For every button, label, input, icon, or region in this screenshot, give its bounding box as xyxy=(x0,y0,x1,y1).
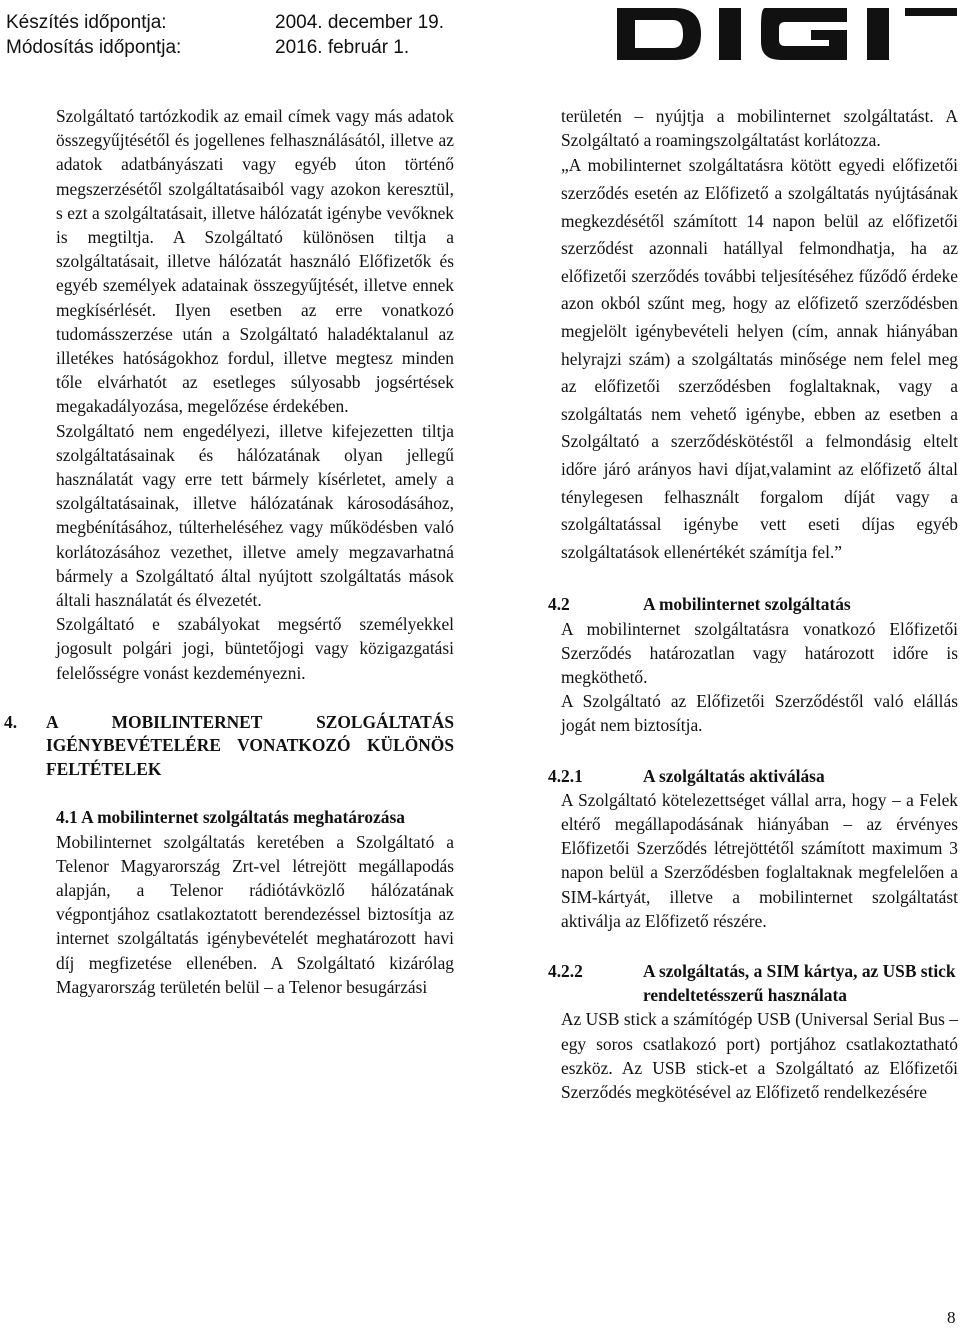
document-header xyxy=(0,0,960,70)
paragraph: Szolgáltató e szabályokat megsértő személyekkel jogosult polgári jogi, büntetőjogi vagy közigazgatási felelősségre vonást kezdeményezni. xyxy=(56,614,454,683)
right-column xyxy=(548,104,958,1104)
section-number: 4.2 xyxy=(548,594,570,615)
paragraph: Szolgáltató tartózkodik az email címek vagy más adatok összegyűjtésétől és jogellenes felhasználásától, illetve az adatok adatbányászati vagy egyéb úton történő megszerzésétől szolgáltatásaiból vagy azokon keresztül, s ezt a szolgáltatásait, illetve hálózatát igénybe vevőknek is megtiltja. A Szolgáltató különösen tiltja a szolgáltatásait, illetve hálózatát használó Előfizetők és egyéb személyek adatainak összegyűjtését, illetve ennek megkísérlését. Ilyen esetben az erre vonatkozó tudomásszerzése után a Szolgáltató haladéktalanul az illetékes hatóságokhoz fordul, illetve megtesz minden tőle elvárhatót az esetleges súlyosabb jogsértések megakadályozása, megelőzése érdekében. xyxy=(56,106,454,417)
digi-logo xyxy=(615,6,960,62)
section-title: A szolgáltatás, a SIM kártya, az USB stick rendeltetésszerű használata xyxy=(643,960,956,1006)
paragraph: A mobilinternet szolgáltatásra vonatkozó Előfizetői Szerződés határozatlan vagy határozott időre is megköthető. xyxy=(561,618,958,687)
paragraph: Az USB stick a számítógép USB (Universal Serial Bus – egy soros csatlakozó port) portjához csatlakoztatható eszköz. Az USB stick-et a Szolgáltató az Előfizetői Szerződés megkötésével az Előfizető rendelkezésére xyxy=(561,1009,958,1102)
section-number: 4. xyxy=(4,711,18,732)
left-column xyxy=(4,104,454,999)
section-4-2-heading xyxy=(548,592,958,616)
modified-label: Módosítás időpontja: xyxy=(6,37,182,58)
created-label: Készítés időpontja: xyxy=(6,12,167,33)
section-title: A MOBILINTERNET SZOLGÁLTATÁS IGÉNYBEVÉTELÉRE VONATKOZÓ KÜLÖNÖS FELTÉTELEK xyxy=(46,711,454,779)
section-4-2-2-heading xyxy=(548,959,958,1007)
section-4-1-heading: 4.1 A mobilinternet szolgáltatás meghatározása xyxy=(56,807,405,828)
section-number: 4.2.1 xyxy=(548,765,583,786)
page-number: 8 xyxy=(947,1308,956,1327)
section-4-heading xyxy=(4,711,454,782)
paragraph: Mobilinternet szolgáltatás keretében a Szolgáltató a Telenor Magyarország Zrt-vel létrejött megállapodás alapján, a Telenor rádiótávközlő hálózatának végpontjához csatlakoztatott berendezéssel biztosítja az internet szolgáltatás igénybevételét meghatározott havi díj megfizetése ellenében. A Szolgáltató kizárólag Magyarország területén belül – a Telenor besugárzási xyxy=(56,831,454,997)
section-number: 4.2.2 xyxy=(548,960,583,981)
paragraph: A Szolgáltató az Előfizetői Szerződéstől való elállás jogát nem biztosítja. xyxy=(561,691,958,736)
paragraph: területén – nyújtja a mobilinternet szolgáltatást. A Szolgáltató a roamingszolgáltatást korlátozza. xyxy=(561,106,958,151)
quoted-paragraph: „A mobilinternet szolgáltatásra kötött egyedi előfizetői szerződés esetén az Előfizető a szolgáltatás nyújtásának megkezdésétől számított 14 napon belül az előfizetői szerződést azonnali hatállyal felmondhatja, ha az előfizetői szerződés további teljesítéséhez fűződő érdeke azon okból szűnt meg, hogy az előfizető szerződésben megjelölt igénybevételi helyen (cím, annak hiányában helyrajzi szám) a szolgáltatás minősége nem felel meg az előfizetői szerződésben foglaltaknak, vagy a szolgáltatás nem vehető igénybe, ebben az esetben a Szolgáltató a szerződéskötéstől a felmondásig eltelt időre járó arányos havi díjat,valamint az előfizető által ténylegesen felhasznált forgalom díját vagy a szolgáltatással igénybe vett eseti díjas egyéb szolgáltatások ellenértékét számítja fel.” xyxy=(561,155,958,562)
section-4-2-1-heading xyxy=(548,764,958,788)
paragraph: A Szolgáltató kötelezettséget vállal arra, hogy – a Felek eltérő megállapodásának hiányában – az érvényes Előfizetői Szerződés létrejöttétől számított maximum 3 napon belül a Szerződésben foglaltaknak megfelelően a SIM-kártyát, illetve a mobilinternet szolgáltatást aktiválja az Előfizető részére. xyxy=(561,789,958,931)
paragraph: Szolgáltató nem engedélyezi, illetve kifejezetten tiltja szolgáltatásainak és hálózatának olyan jellegű használatát vagy erre tett bármely kísérletet, amely a szolgáltatásainak, illetve hálózatának károsodásához, megbénításához, túlterheléséhez vagy működésben való korlátozásához vezethet, illetve amely megzavarhatná bármely a Szolgáltató által nyújtott szolgáltatás mások általi használatát és élvezetét. xyxy=(56,420,454,611)
section-title: A szolgáltatás aktiválása xyxy=(643,765,825,786)
section-title: A mobilinternet szolgáltatás xyxy=(643,594,851,615)
created-value: 2004. december 19. xyxy=(275,12,445,33)
modified-value: 2016. február 1. xyxy=(275,37,410,58)
